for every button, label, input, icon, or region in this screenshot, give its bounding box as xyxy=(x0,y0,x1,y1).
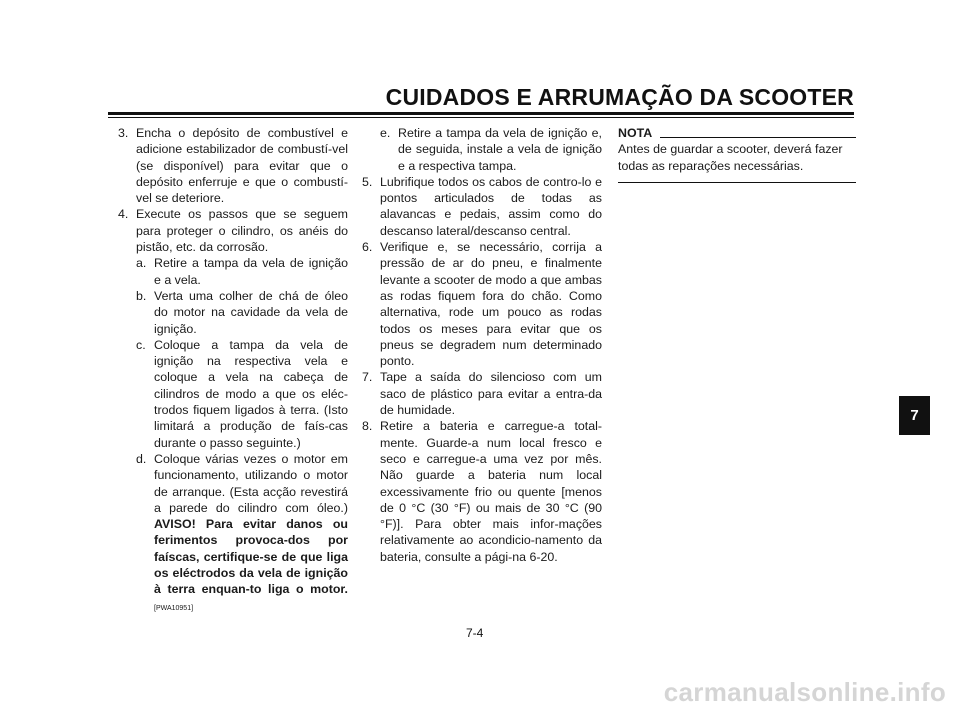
list-text: Encha o depósito de combustível e adicione estabilizador de combustí-vel (se disponível) para evitar que o depósito enferruje e que o combustí-vel se deteriore. xyxy=(136,126,348,206)
list-number: 6. xyxy=(362,240,373,255)
note-text: Antes de guardar a scooter, deverá fazer todas as reparações necessárias. xyxy=(618,142,843,173)
list-number: 7. xyxy=(362,370,373,385)
list-item-6 xyxy=(362,239,602,369)
note-box xyxy=(618,125,856,183)
sub-text: Retire a tampa da vela de ignição e a vela. xyxy=(154,256,348,287)
list-item-8 xyxy=(362,418,602,565)
sub-label: c. xyxy=(136,337,146,352)
sub-item-a xyxy=(118,255,348,288)
sub-label: e. xyxy=(380,126,391,140)
note-title: NOTA xyxy=(618,126,653,140)
list-number: 3. xyxy=(118,126,129,140)
list-text: Retire a bateria e carregue-a total-mente. Guarde-a num local fresco e seco e carregue-a uma vez por mês. Não guarde a bateria num local excessivamente frio ou quente [menos de 0 °C (30 °F) ou mais de 30 °C (90 °F)]. Para obter mais infor-mações relativamente ao acondicio-namento da bateria, consulte a pági-na 6-20. xyxy=(380,419,602,564)
sub-text: Coloque a tampa da vela de ignição na respectiva vela e coloque a vela na cabeça de cilindros de modo a que os eléc-trodos fiquem ligados à terra. (Isto limitará a produção de faís-cas durante o passo seguinte.) xyxy=(154,337,348,450)
list-number: 4. xyxy=(118,207,129,222)
list-item-4 xyxy=(118,206,348,255)
list-text: Lubrifique todos os cabos de contro-lo e pontos articulados de todas as alavancas e pedais, assim como do descanso lateral/descanso central. xyxy=(380,174,602,238)
sub-text: Retire a tampa da vela de ignição e, de seguida, instale a vela de ignição e a respectiva tampa. xyxy=(398,126,602,173)
warning-text: AVISO! Para evitar danos ou ferimentos provoca-dos por faíscas, certifique-se de que liga os eléctrodos da vela de ignição à terra enquan-to liga o motor. xyxy=(154,517,348,597)
sub-item-e xyxy=(362,125,602,174)
sub-text: Coloque várias vezes o motor em funcionamento, utilizando o motor de arranque. (Esta acção revestirá a parede do cilindro com óleo.) xyxy=(154,451,348,515)
chapter-tab: 7 xyxy=(899,396,930,435)
list-text: Tape a saída do silencioso com um saco de plástico para evitar a entra-da de humidade. xyxy=(380,370,602,418)
list-item-5 xyxy=(362,174,602,239)
list-item-7 xyxy=(362,369,602,418)
note-rule xyxy=(660,137,856,138)
text-column-1 xyxy=(118,125,348,617)
list-number: 8. xyxy=(362,419,373,434)
header-rule-thin xyxy=(108,117,854,118)
sub-label: a. xyxy=(136,256,147,271)
text-column-2 xyxy=(362,125,602,565)
note-bottom-rule xyxy=(618,182,856,183)
list-number: 5. xyxy=(362,174,373,189)
sub-item-c xyxy=(118,337,348,451)
sub-label: d. xyxy=(136,451,147,466)
page-number: 7-4 xyxy=(466,626,484,640)
sub-item-d xyxy=(118,451,348,617)
sub-label: b. xyxy=(136,288,147,303)
note-header xyxy=(618,125,856,141)
warning-code: [PWA10951] xyxy=(154,604,194,612)
header-rule-thick xyxy=(108,112,854,115)
sub-text: Verta uma colher de chá de óleo do motor na cavidade da vela de ignição. xyxy=(154,288,348,336)
list-text: Verifique e, se necessário, corrija a pressão de ar do pneu, e finalmente levante a scooter de modo a que ambas as rodas fiquem fora do chão. Como alternativa, rode um pouco as rodas todos os meses para evitar que os pneus se degradem num determinado ponto. xyxy=(380,240,602,369)
sub-item-b xyxy=(118,288,348,337)
list-item-3 xyxy=(118,125,348,206)
page-title: CUIDADOS E ARRUMAÇÃO DA SCOOTER xyxy=(385,84,854,110)
watermark: carmanualsonline.info xyxy=(663,677,946,707)
list-text: Execute os passos que se seguem para proteger o cilindro, os anéis do pistão, etc. da corrosão. xyxy=(136,207,348,255)
